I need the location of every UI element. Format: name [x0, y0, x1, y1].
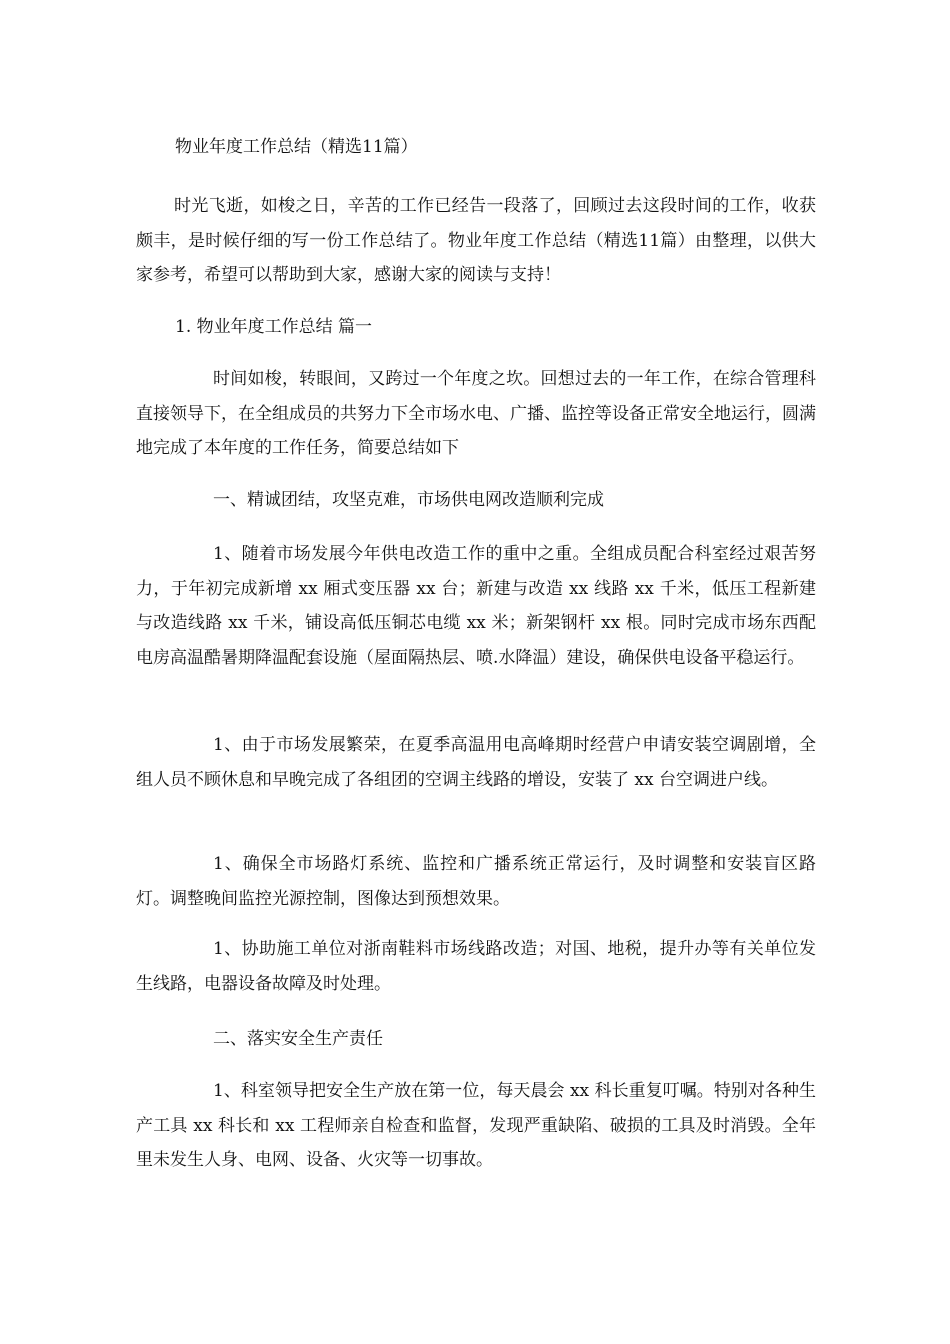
section-1-title: 1. 物业年度工作总结 篇一	[175, 317, 373, 337]
item-paragraph-3: 1、确保全市场路灯系统、监控和广播系统正常运行，及时调整和安装盲区路灯。调整晚间监控光源控制，图像达到预想效果。	[136, 854, 816, 909]
section-1-intro-paragraph: 时间如梭，转眼间，又跨过一个年度之坎。回想过去的一年工作，在综合管理科直接领导下，在全组成员的共努力下全市场水电、广播、监控等设备正常安全地运行，圆满地完成了本年度的工作任务，简要总结如下	[136, 369, 816, 458]
item-paragraph-5: 1、科室领导把安全生产放在第一位，每天晨会 xx 科长重复叮嘱。特别对各种生产工具 xx 科长和 xx 工程师亲自检查和监督，发现严重缺陷、破损的工具及时消毁。全年里未发生人身、电网、设备、火灾等一切事故。	[136, 1081, 816, 1170]
item-paragraph-2: 1、由于市场发展繁荣，在夏季高温用电高峰期时经营户申请安装空调剧增，全组人员不顾休息和早晚完成了各组团的空调主线路的增设，安装了 xx 台空调进户线。	[136, 735, 816, 790]
heading-one: 一、精诚团结，攻坚克难，市场供电网改造顺利完成	[213, 490, 604, 510]
intro-paragraph: 时光飞逝，如梭之日，辛苦的工作已经告一段落了，回顾过去这段时间的工作，收获颇丰，是时候仔细的写一份工作总结了。物业年度工作总结（精选11篇）由整理，以供大家参考，希望可以帮助到大家，感谢大家的阅读与支持！	[136, 196, 816, 285]
document-title: 物业年度工作总结（精选11篇）	[175, 137, 418, 157]
item-paragraph-1: 1、随着市场发展今年供电改造工作的重中之重。全组成员配合科室经过艰苦努力，于年初完成新增 xx 厢式变压器 xx 台；新建与改造 xx 线路 xx 千米，低压工程新建与改造线路 xx 千米，铺设高低压铜芯电缆 xx 米；新架钢杆 xx 根。同时完成市场东西配电房高温酷暑期降温配套设施（屋面隔热层、喷.水降温）建设，确保供电设备平稳运行。	[136, 544, 816, 668]
item-paragraph-4: 1、协助施工单位对浙南鞋料市场线路改造；对国、地税，提升办等有关单位发生线路，电器设备故障及时处理。	[136, 939, 816, 994]
heading-two: 二、落实安全生产责任	[213, 1029, 383, 1049]
